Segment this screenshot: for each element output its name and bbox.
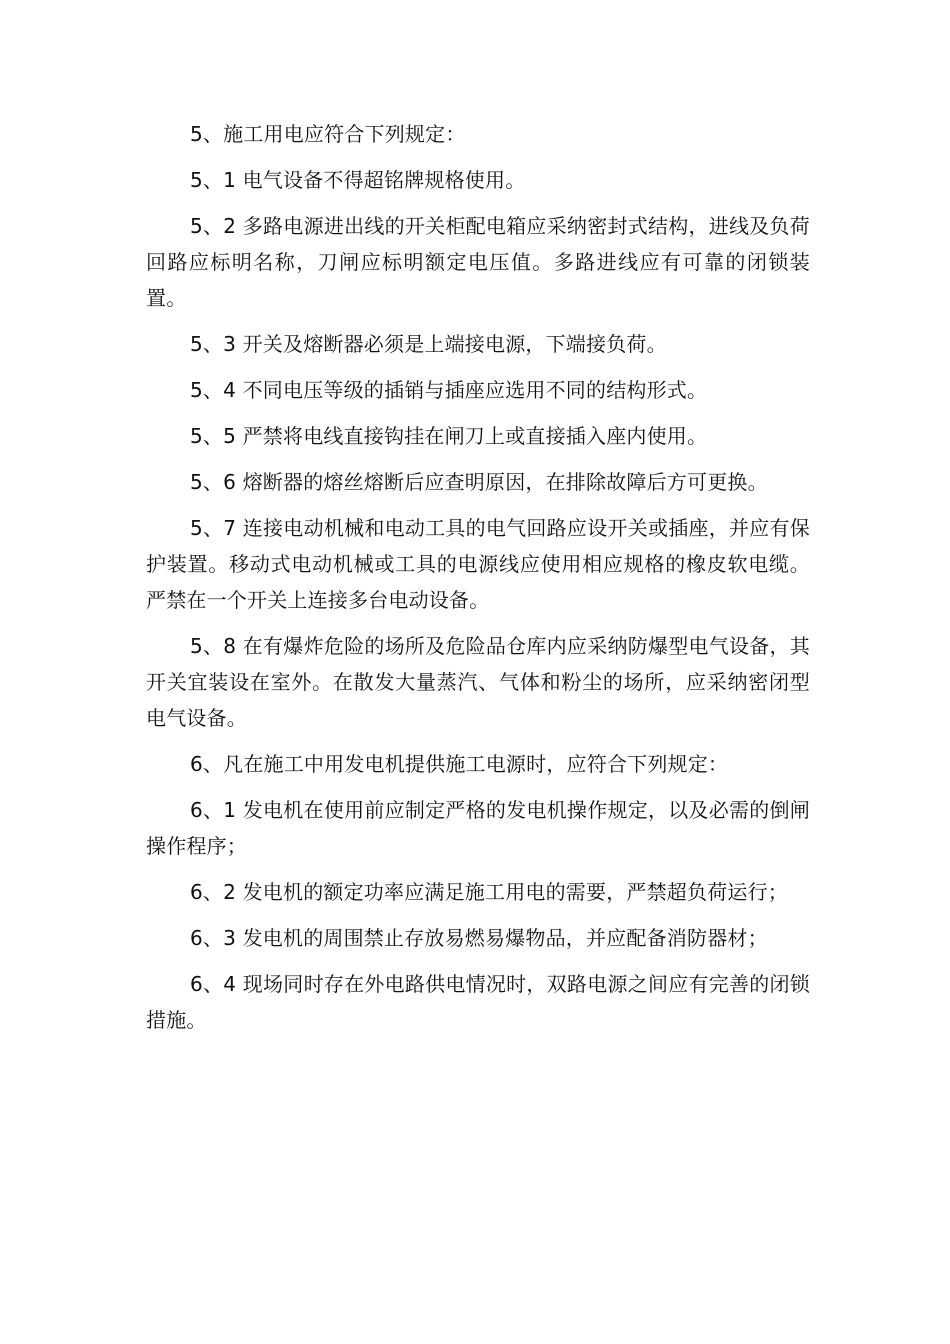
paragraph-5-7: 5、7 连接电动机械和电动工具的电气回路应设开关或插座，并应有保护装置。移动式电动机械或工具的电源线应使用相应规格的橡皮软电缆。严禁在一个开关上连接多台电动设备。 [146,516,810,612]
paragraph-5-1: 5、1 电气设备不得超铭牌规格使用。 [190,168,526,192]
paragraph-5: 5、施工用电应符合下列规定： [190,122,466,146]
paragraph-6-4: 6、4 现场同时存在外电路供电情况时，双路电源之间应有完善的闭锁措施。 [146,972,810,1032]
paragraph-6-3: 6、3 发电机的周围禁止存放易燃易爆物品，并应配备消防器材； [190,926,768,950]
paragraph-5-3: 5、3 开关及熔断器必须是上端接电源，下端接负荷。 [190,332,667,356]
paragraph-6-2: 6、2 发电机的额定功率应满足施工用电的需要，严禁超负荷运行； [190,880,789,904]
paragraph-5-4: 5、4 不同电压等级的插销与插座应选用不同的结构形式。 [190,378,708,402]
paragraph-5-6: 5、6 熔断器的熔丝熔断后应查明原因，在排除故障后方可更换。 [190,470,768,494]
paragraph-6: 6、凡在施工中用发电机提供施工电源时，应符合下列规定： [190,752,729,776]
document-body [146,116,810,1048]
paragraph-5-8: 5、8 在有爆炸危险的场所及危险品仓库内应采纳防爆型电气设备，其开关宜装设在室外。在散发大量蒸汽、气体和粉尘的场所，应采纳密闭型电气设备。 [146,634,810,730]
paragraph-5-5: 5、5 严禁将电线直接钩挂在闸刀上或直接插入座内使用。 [190,424,708,448]
paragraph-5-2: 5、2 多路电源进出线的开关柜配电箱应采纳密封式结构，进线及负荷回路应标明名称，刀闸应标明额定电压值。多路进线应有可靠的闭锁装置。 [146,214,810,310]
paragraph-6-1: 6、1 发电机在使用前应制定严格的发电机操作规定，以及必需的倒闸操作程序； [146,798,810,858]
